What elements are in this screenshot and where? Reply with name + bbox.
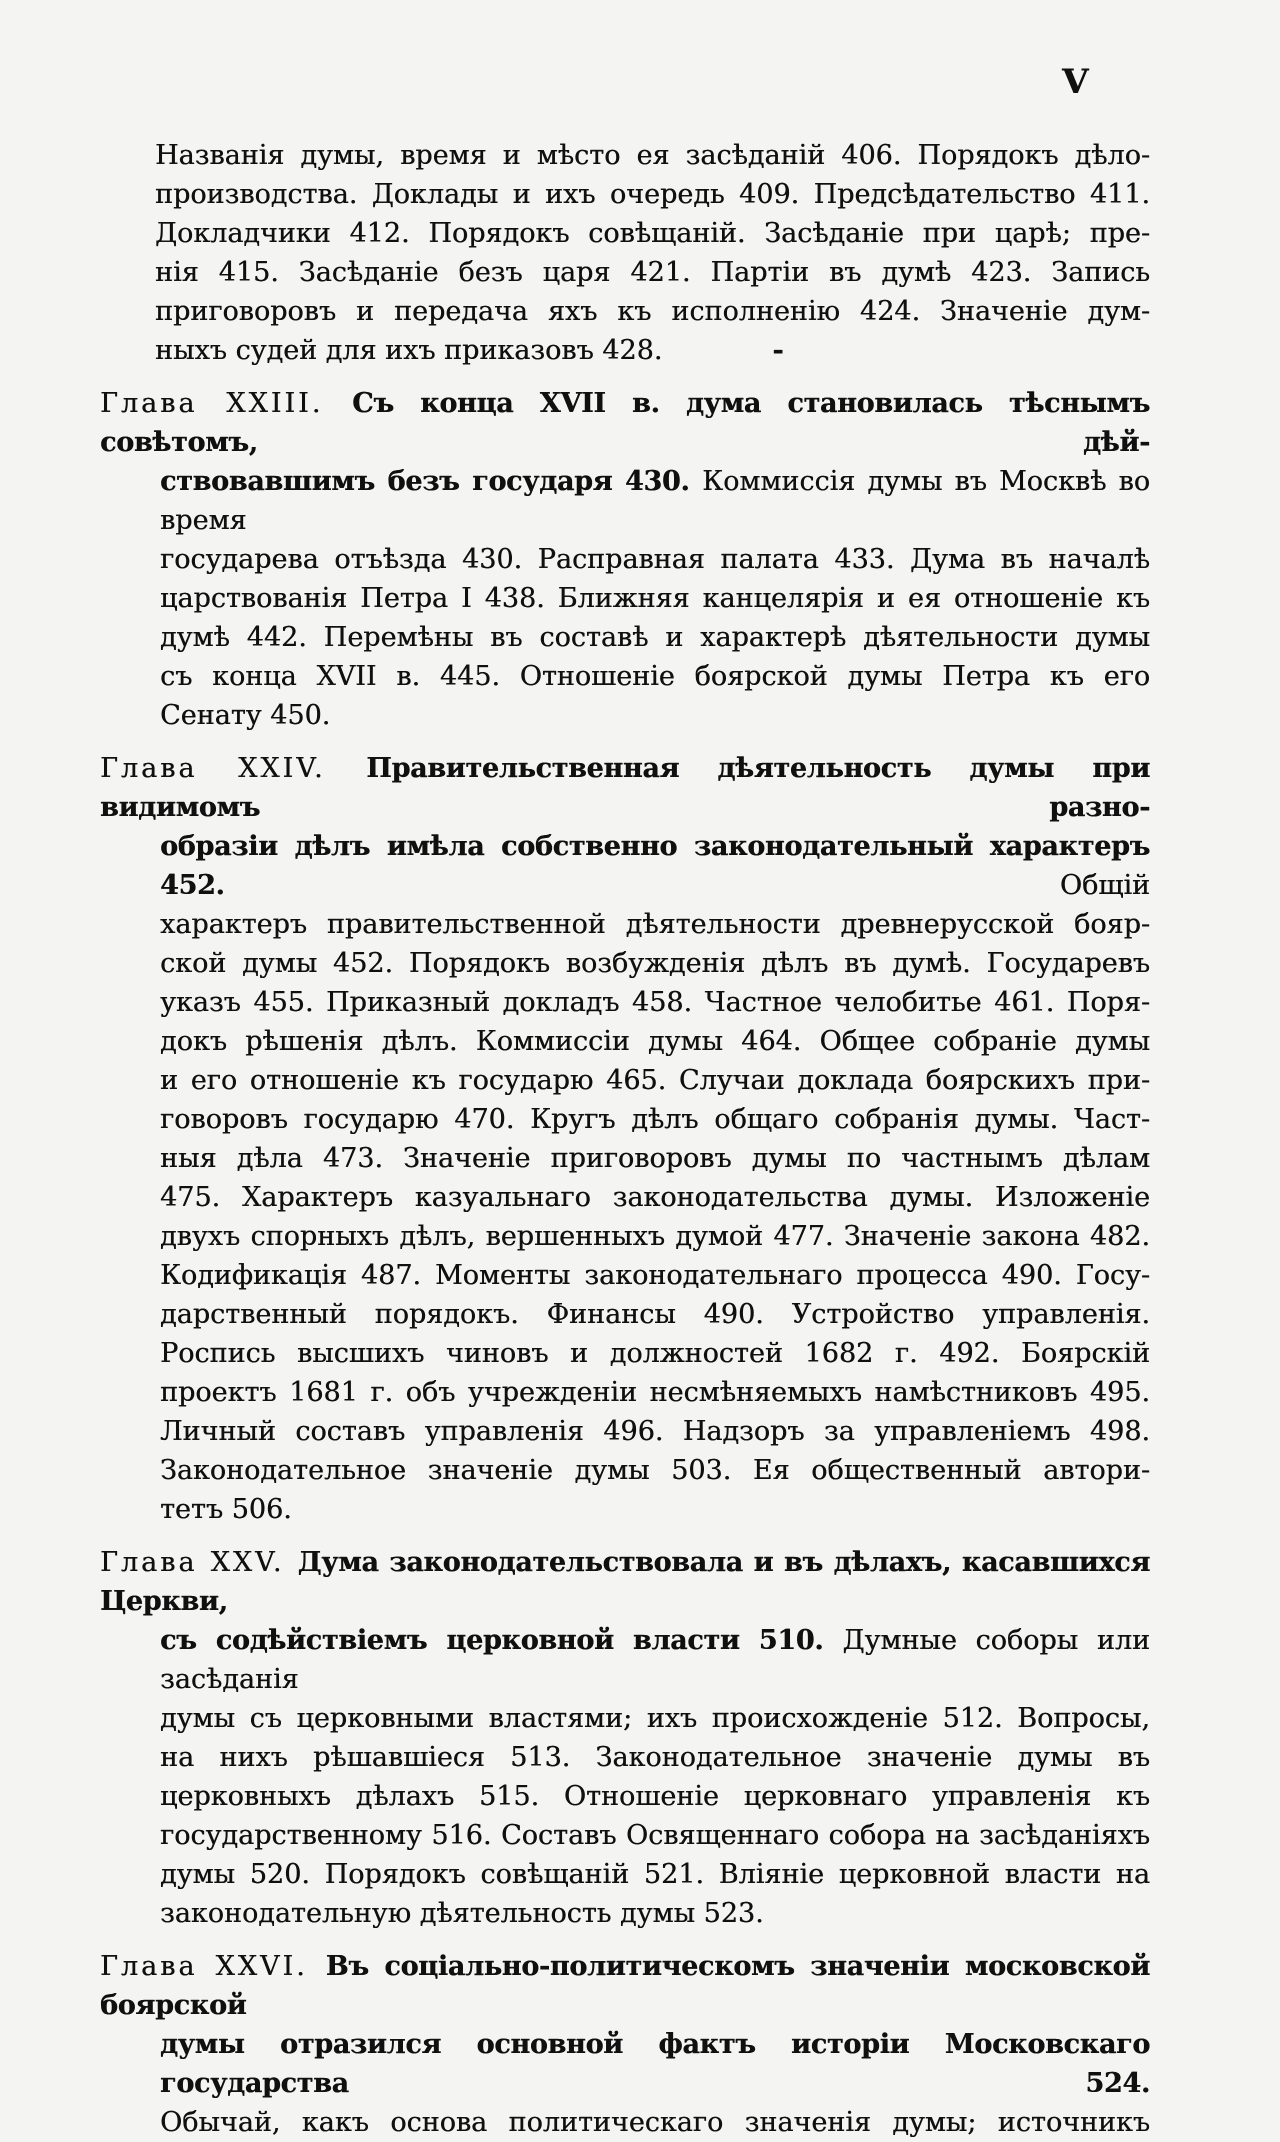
chapter-thesis-text: Правительственная дѣятельность думы при видимомъ разно- [100, 753, 1150, 823]
entry-text: ской думы 452. Порядокъ возбужденія дѣлъ въ думѣ. Государевъ [160, 948, 1150, 979]
toc-line [100, 1894, 1150, 1933]
entry-text: 475. Характеръ казуальнаго законодательства думы. Изложеніе [160, 1182, 1150, 1213]
entry-text: Докладчики 412. Порядокъ совѣщаній. Засѣданіе при царѣ; пре- [155, 218, 1150, 249]
toc-line [100, 1451, 1150, 1490]
chapter-thesis-text: Дума законодательствовала и въ дѣлахъ, касавшихся Церкви, [100, 1547, 1150, 1617]
toc-line [100, 253, 1150, 292]
entry-text: государственному 516. Составъ Освященнаго собора на засѣданіяхъ [160, 1820, 1150, 1851]
toc-line [100, 175, 1150, 214]
chapter-thesis-text: Въ соціально-политическомъ значеніи московской боярской [100, 1951, 1150, 2021]
toc-line [100, 905, 1150, 944]
entry-text: приговоровъ и передача яхъ къ исполненію 424. Значеніе дум- [155, 296, 1150, 327]
entry-text: говоровъ государю 470. Кругъ дѣлъ общаго собранія думы. Част- [160, 1104, 1150, 1135]
entry-text: думы 520. Порядокъ совѣщаній 521. Вліяніе церковной власти на [160, 1859, 1150, 1890]
toc-paragraph-chapter-22-continuation [100, 136, 1150, 370]
toc-line [100, 1816, 1150, 1855]
entry-text: тетъ 506. [160, 1494, 292, 1525]
toc-line [100, 2103, 1150, 2142]
entry-text: Думные соборы или засѣданія [160, 1625, 1150, 1695]
entry-text: царствованія Петра I 438. Ближняя канцелярія и ея отношеніе къ [160, 583, 1150, 614]
toc-line [100, 983, 1150, 1022]
toc-line [100, 1543, 1150, 1621]
page-number: V [1062, 62, 1090, 102]
toc-line [100, 462, 1150, 540]
entry-text: Коммиссія думы въ Москвѣ во время [160, 466, 1150, 536]
entry-text: законодательную дѣятельность думы 523. [160, 1898, 764, 1929]
toc-line [100, 657, 1150, 696]
entry-text: дарственный порядокъ. Финансы 490. Устройство управленія. [160, 1299, 1150, 1330]
toc-line [100, 292, 1150, 331]
toc-line [100, 2025, 1150, 2103]
entry-text: нія 415. Засѣданіе безъ царя 421. Партіи въ думѣ 423. Запись [155, 257, 1150, 288]
entry-text: Общій [1059, 870, 1150, 901]
table-of-contents [100, 136, 1150, 2142]
toc-paragraph-chapter-24 [100, 749, 1150, 1529]
toc-line [100, 1139, 1150, 1178]
entry-text: церковныхъ дѣлахъ 515. Отношеніе церковнаго управленія къ [160, 1781, 1150, 1812]
toc-line [100, 1061, 1150, 1100]
toc-line [100, 1738, 1150, 1777]
entry-text: Обычай, какъ основа политическаго значенія думы; источникъ [160, 2107, 1150, 2138]
toc-line [100, 1699, 1150, 1738]
chapter-thesis-text: думы отразился основной фактъ исторіи Московскаго государства 524. [160, 2029, 1150, 2099]
toc-line [100, 136, 1150, 175]
toc-line [100, 1178, 1150, 1217]
toc-line [100, 331, 1150, 370]
toc-line [100, 696, 1150, 735]
chapter-label: Глава XXIV. [100, 753, 367, 784]
toc-paragraph-chapter-26 [100, 1947, 1150, 2142]
toc-paragraph-chapter-23 [100, 384, 1150, 735]
entry-text: Названія думы, время и мѣсто ея засѣданій 406. Порядокъ дѣло- [155, 140, 1150, 171]
chapter-label: Глава XXVI. [100, 1951, 326, 1982]
entry-text: и его отношеніе къ государю 465. Случаи доклада боярскихъ при- [160, 1065, 1150, 1096]
entry-text: производства. Доклады и ихъ очередь 409. Предсѣдательство 411. [155, 179, 1150, 210]
toc-line [100, 1295, 1150, 1334]
toc-line [100, 1100, 1150, 1139]
entry-text: проектъ 1681 г. объ учрежденіи несмѣняемыхъ намѣстниковъ 495. [160, 1377, 1150, 1408]
toc-line [100, 540, 1150, 579]
entry-text: думѣ 442. Перемѣны въ составѣ и характерѣ дѣятельности думы [160, 622, 1150, 653]
toc-line [100, 827, 1150, 905]
toc-line [100, 1022, 1150, 1061]
toc-line [100, 1412, 1150, 1451]
entry-text: Роспись высшихъ чиновъ и должностей 1682 г. 492. Боярскій [160, 1338, 1150, 1369]
toc-line [100, 1373, 1150, 1412]
toc-line [100, 749, 1150, 827]
entry-text: на нихъ рѣшавшіеся 513. Законодательное значеніе думы въ [160, 1742, 1150, 1773]
toc-line [100, 579, 1150, 618]
toc-line [100, 214, 1150, 253]
chapter-thesis-text: образіи дѣлъ имѣла собственно законодательный характеръ 452. [160, 831, 1150, 901]
entry-text: Кодификація 487. Моменты законодательнаго процесса 490. Госу- [160, 1260, 1150, 1291]
toc-paragraph-chapter-25 [100, 1543, 1150, 1933]
entry-text: указъ 455. Приказный докладъ 458. Частное челобитье 461. Поря- [160, 987, 1150, 1018]
toc-line [100, 944, 1150, 983]
entry-text: двухъ спорныхъ дѣлъ, вершенныхъ думой 477. Значеніе закона 482. [160, 1221, 1150, 1252]
toc-line [100, 618, 1150, 657]
chapter-thesis-text: Съ конца XVII в. дума становилась тѣснымъ совѣтомъ, дѣй- [100, 388, 1150, 458]
toc-line [100, 1217, 1150, 1256]
entry-text: Законодательное значеніе думы 503. Ея общественный автори- [160, 1455, 1150, 1486]
chapter-label: Глава XXV. [100, 1547, 298, 1578]
chapter-thesis-text: съ содѣйствіемъ церковной власти 510. [160, 1625, 843, 1656]
entry-text: съ конца XVII в. 445. Отношеніе боярской думы Петра къ его [160, 661, 1150, 692]
toc-line [100, 1855, 1150, 1894]
toc-line [100, 1947, 1150, 2025]
toc-line [100, 1621, 1150, 1699]
chapter-thesis-text: ствовавшимъ безъ государя 430. [160, 466, 703, 497]
toc-line [100, 384, 1150, 462]
chapter-label: Глава XXIII. [100, 388, 353, 419]
entry-text: Личный составъ управленія 496. Надзоръ за управленіемъ 498. [160, 1416, 1150, 1447]
entry-text: докъ рѣшенія дѣлъ. Коммиссіи думы 464. Общее собраніе думы [160, 1026, 1150, 1057]
entry-text: характеръ правительственной дѣятельности древнерусской бояр- [160, 909, 1150, 940]
entry-text: Сенату 450. [160, 700, 331, 731]
stray-dash-mark: - [772, 335, 784, 366]
entry-text: ныя дѣла 473. Значеніе приговоровъ думы по частнымъ дѣлам [160, 1143, 1150, 1174]
entry-text: ныхъ судей для ихъ приказовъ 428. [155, 335, 663, 366]
entry-text: думы съ церковными властями; ихъ происхожденіе 512. Вопросы, [160, 1703, 1150, 1734]
toc-line [100, 1334, 1150, 1373]
toc-line [100, 1777, 1150, 1816]
toc-line [100, 1490, 1150, 1529]
toc-line [100, 1256, 1150, 1295]
entry-text: государева отъѣзда 430. Расправная палата 433. Дума въ началѣ [160, 544, 1150, 575]
